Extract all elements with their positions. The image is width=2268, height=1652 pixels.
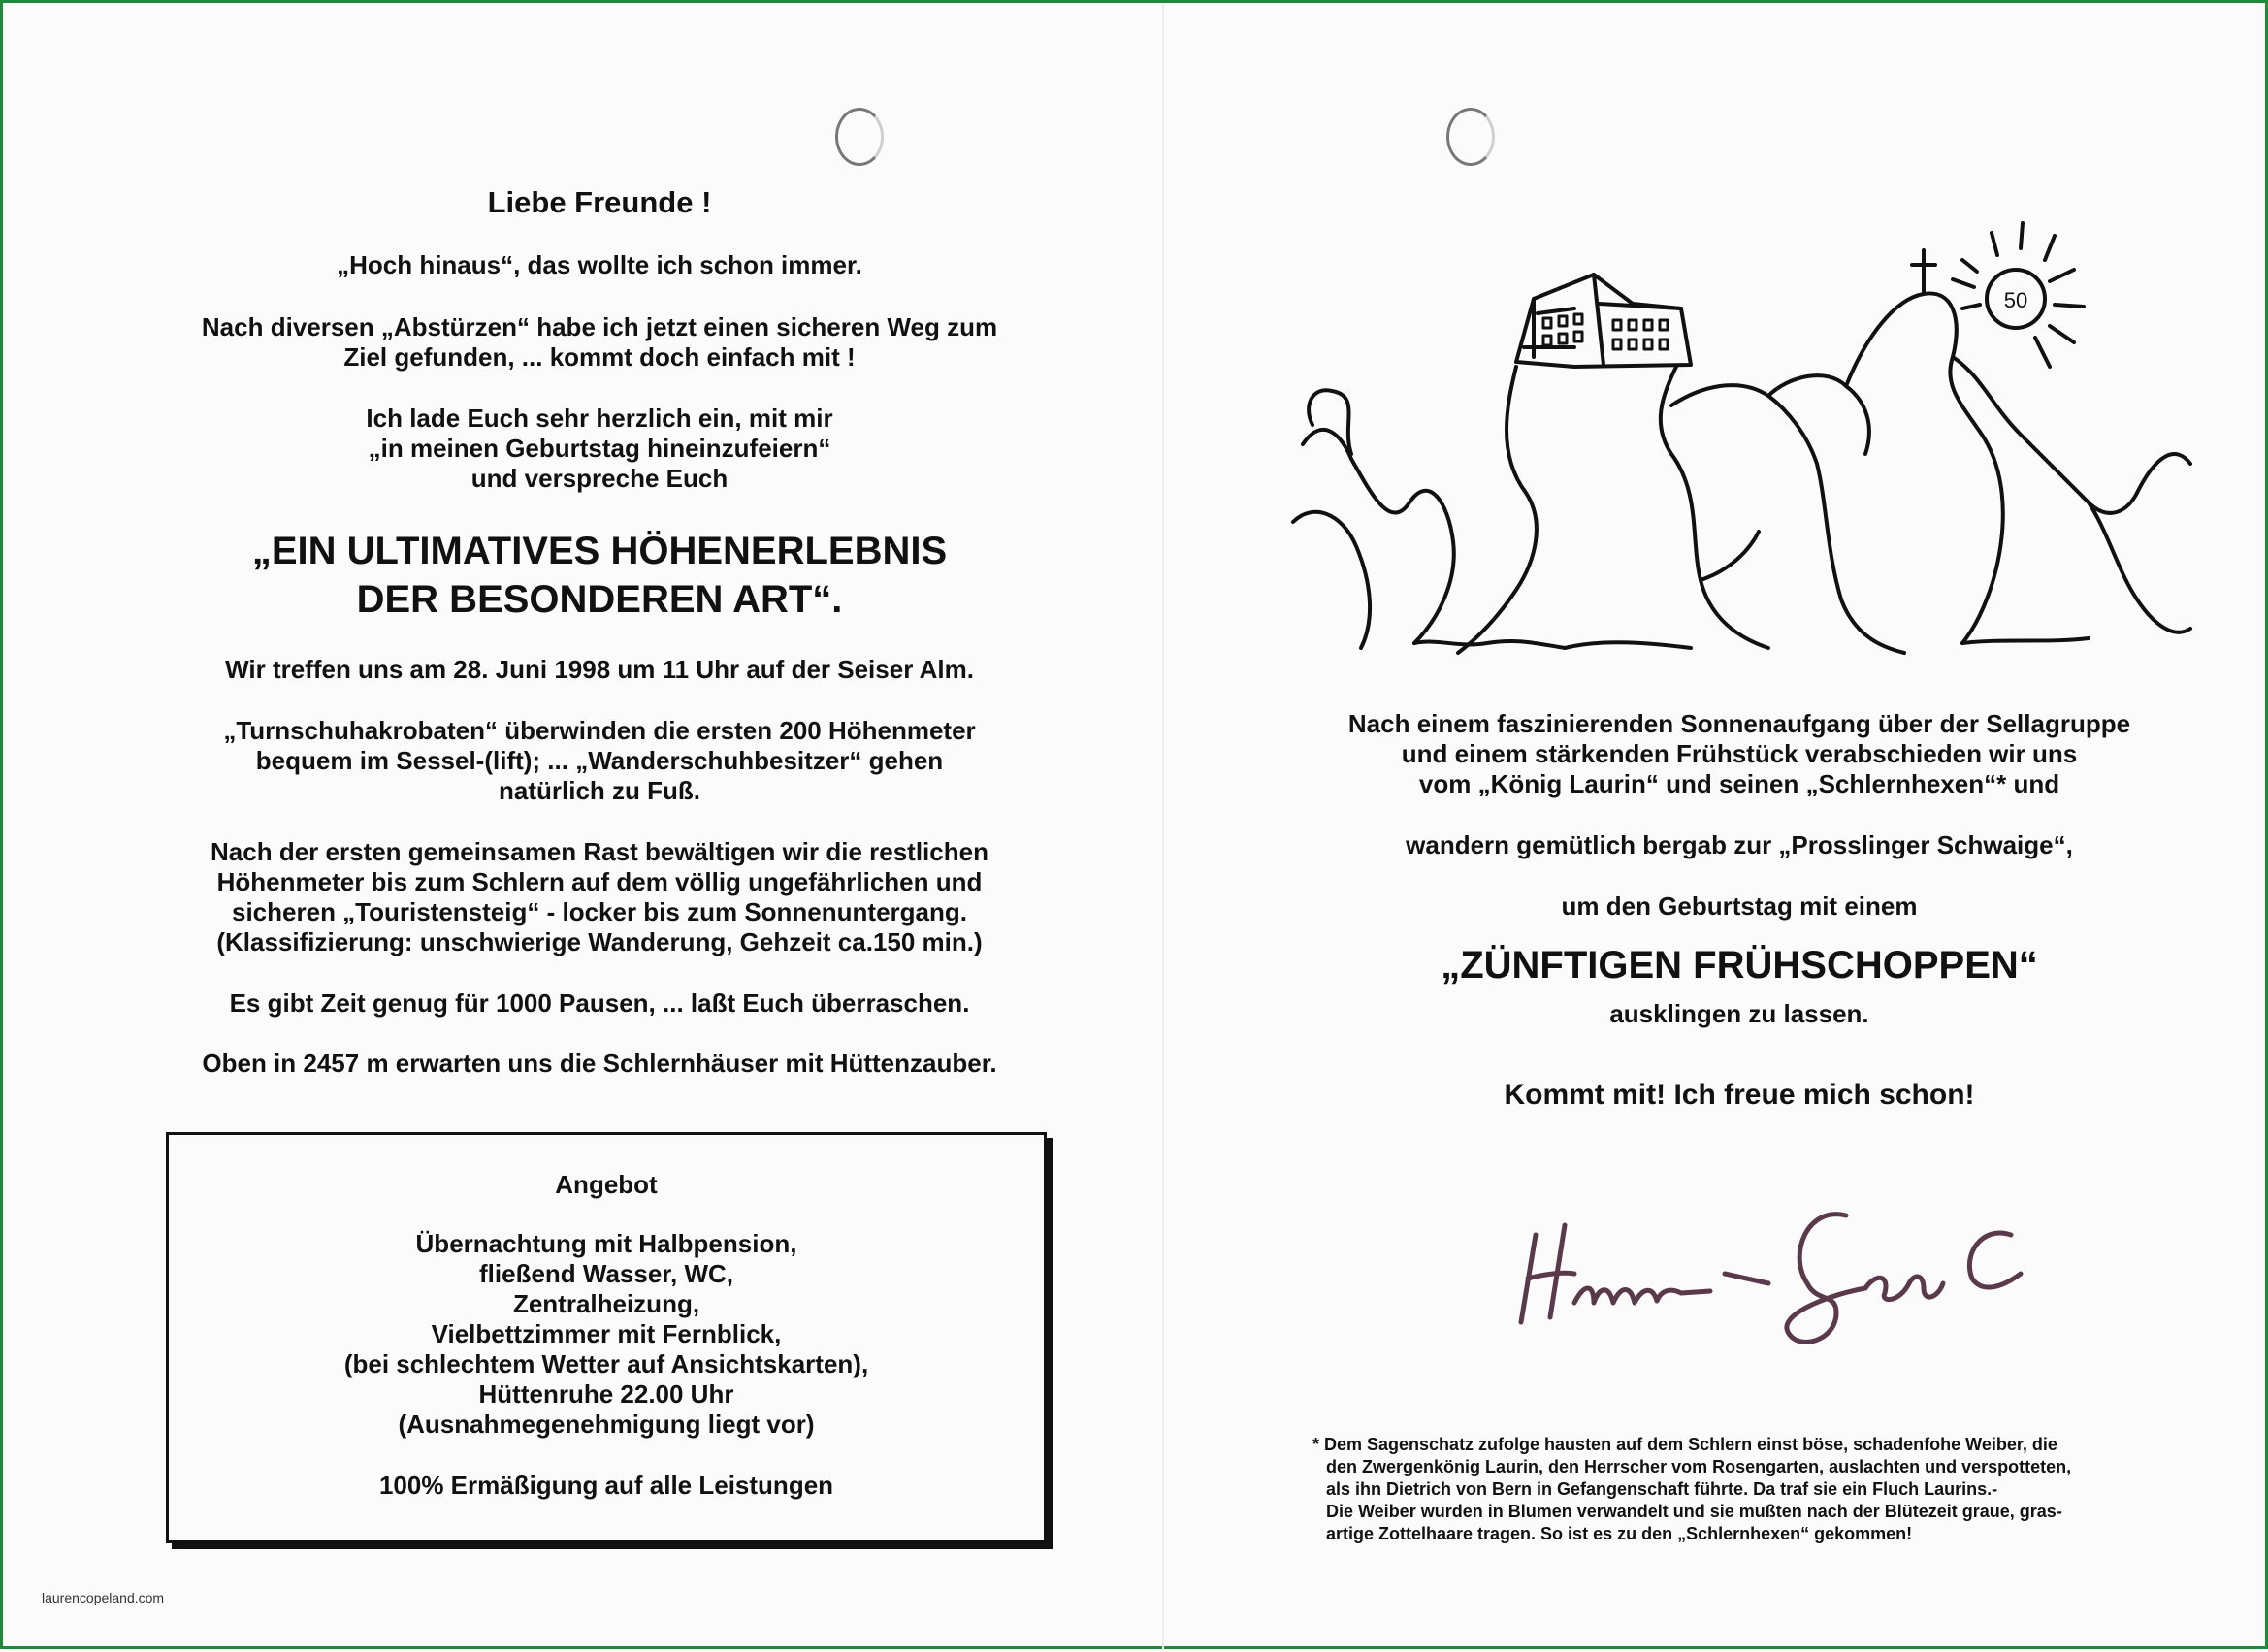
closing-line: Kommt mit! Ich freue mich schon! <box>1504 1079 1975 1111</box>
greeting: Liebe Freunde ! <box>487 185 712 219</box>
watermark-text: laurencopeland.com <box>42 1590 165 1605</box>
offer-box <box>166 1132 1047 1543</box>
paragraph-route: Nach der ersten gemeinsamen Rast bewältigen wir die restlichen Höhenmeter bis zum Schlern auf dem völlig ungefährlichen und sicheren „Touristensteig“ - locker bis zum Sonnenuntergang. (Klassifizierung: unschwierige Wanderung, Gehzeit ca.150 min.) <box>211 837 988 956</box>
mountain-hut-icon <box>1516 275 1691 367</box>
handwritten-signature <box>1516 1196 2040 1351</box>
summit-cross-icon <box>1912 250 1935 294</box>
punch-hole-left <box>835 108 884 166</box>
huts-line: Oben in 2457 m erwarten uns die Schlernhäuser mit Hüttenzauber. <box>202 1049 997 1078</box>
mountain-hut-drawing <box>1283 211 2195 667</box>
fold-line <box>1162 3 1164 1652</box>
headline-hoehenerlebnis: „EIN ULTIMATIVES HÖHENERLEBNIS DER BESONDEREN ART“. <box>251 530 948 621</box>
paragraph-safe-way: Nach diversen „Abstürzen“ habe ich jetzt einen sicheren Weg zum Ziel gefunden, ... kommt doch einfach mit ! <box>201 312 998 372</box>
paragraph-sunrise: Nach einem faszinierenden Sonnenaufgang über der Sellagruppe und einem stärkenden Frühstück verabschieden wir uns vom „König Laurin“ und seinen „Schlernhexen“* und <box>1347 709 2131 798</box>
pauses-line: Es gibt Zeit genug für 1000 Pausen, ... laßt Euch überraschen. <box>229 988 970 1018</box>
offer-title: Angebot <box>555 1170 658 1199</box>
paragraph-invitation: Ich lade Euch sehr herzlich ein, mit mir „in meinen Geburtstag hineinzufeiern“ und verspreche Euch <box>366 404 833 493</box>
sun-label: 50 <box>2003 288 2028 312</box>
birthday-line: um den Geburtstag mit einem <box>1561 891 1918 921</box>
offer-list: Übernachtung mit Halbpension, fließend Wasser, WC, Zentralheizung, Vielbettzimmer mit Fernblick, (bei schlechtem Wetter auf Ansichtskarten), Hüttenruhe 22.00 Uhr (Ausnahmegenehmigung liegt vor) <box>343 1229 869 1439</box>
meeting-info: Wir treffen uns am 28. Juni 1998 um 11 Uhr auf der Seiser Alm. <box>225 655 974 684</box>
right-text-column <box>1293 709 2186 1113</box>
footnote-schlernhexen: * Dem Sagenschatz zufolge hausten auf dem Schlern einst böse, schadenfohe Weiber, die den Zwergenkönig Laurin, den Herrscher vom Rosengarten, auslachten und verspotteten, als ihn Dietrich von Bern in Gefangenschaft führte. Da traf sie ein Fluch Laurins.- Die Weiber wurden in Blumen verwandelt und sie mußten nach der Blütezeit graue, gras- artige Zottelhaare tragen. So ist es zu den „Schlernhexen“ gekommen! <box>1312 1435 2072 1543</box>
intro-line: „Hoch hinaus“, das wollte ich schon immer. <box>337 250 862 279</box>
left-text-column <box>148 187 1051 1079</box>
offer-discount: 100% Ermäßigung auf alle Leistungen <box>378 1471 834 1500</box>
sun-icon <box>1953 223 2084 367</box>
downhill-line: wandern gemütlich bergab zur „Prosslinger Schwaige“, <box>1406 830 2073 859</box>
ending-line: ausklingen zu lassen. <box>1609 999 1869 1028</box>
punch-hole-right <box>1446 108 1495 166</box>
paragraph-lift: „Turnschuhakrobaten“ überwinden die ersten 200 Höhenmeter bequem im Sessel-(lift); ... „Wanderschuhbesitzer“ gehen natürlich zu Fuß. <box>223 716 976 805</box>
headline-fruehschoppen: „ZÜNFTIGEN FRÜHSCHOPPEN“ <box>1441 944 2038 987</box>
